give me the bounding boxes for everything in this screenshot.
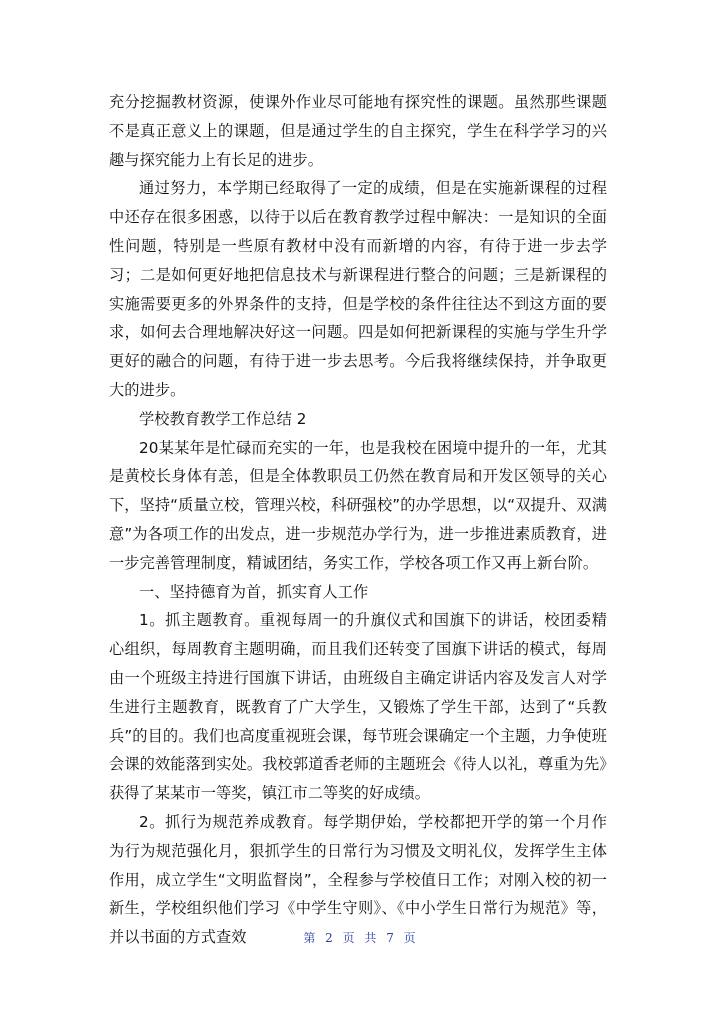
paragraph-4: 1。抓主题教育。重视每周一的升旗仪式和国旗下的讲话，校团委精心组织，每周教育主题明确，而且我们还转变了国旗下讲话的模式，每周由一个班级主持进行国旗下讲话，由班级自主确定讲话内容及发言人对学生进行主题教育，既教育了广大学生，又锻炼了学生干部，达到了“兵教兵”的目的。我们也高度重视班会课，每节班会课确定一个主题，力争使班会课的效能落到实处。我校郭道香老师的主题班会《待人以礼，尊重为先》获得了某某市一等奖，镇江市二等奖的好成绩。 <box>109 611 607 803</box>
paragraph-2: 通过努力，本学期已经取得了一定的成绩，但是在实施新课程的过程中还存在很多困惑，以待于以后在教育教学过程中解决：一是知识的全面性问题，特别是一些原有教材中没有而新增的内容，有待于进一步去学习；二是如何更好地把信息技术与新课程进行整合的问题；三是新课程的实施需要更多的外界条件的支持，但是学校的条件往往达不到这方面的要求，如何去合理地解决好这一问题。四是如何把新课程的实施与学生升学更好的融合的问题，有待于进一步去思考。今后我将继续保持，并争取更大的进步。 <box>109 179 607 399</box>
document-body <box>109 88 607 952</box>
paragraph-1: 充分挖掘教材资源，使课外作业尽可能地有探究性的课题。虽然那些课题不是真正意义上的课题，但是通过学生的自主探究，学生在科学学习的兴趣与探究能力上有长足的进步。 <box>109 93 607 169</box>
page-number-footer: 第 2 页 共 7 页 <box>303 931 417 945</box>
paragraph-5: 2。抓行为规范养成教育。每学期伊始，学校都把开学的第一个月作为行为规范强化月，狠抓学生的日常行为习惯及文明礼仪，发挥学生主体作用，成立学生“文明监督岗”，全程参与学校值日工作；对刚入校的初一新生，学校组织他们学习《中学生守则》、《中小学生日常行为规范》等，并以书面的方式查效 <box>109 812 607 947</box>
section-title-summary-2: 学校教育教学工作总结 2 <box>139 409 307 428</box>
section-heading-1: 一、坚持德育为首，抓实育人工作 <box>139 582 369 601</box>
paragraph-3: 20某某年是忙碌而充实的一年，也是我校在困境中提升的一年，尤其是黄校长身体有恙，但是全体教职员工仍然在教育局和开发区领导的关心下，坚持“质量立校，管理兴校，科研强校”的办学思想，以“双提升、双满意”为各项工作的出发点，进一步规范办学行为，进一步推进素质教育，进一步完善管理制度，精诚团结，务实工作，学校各项工作又再上新台阶。 <box>109 438 607 572</box>
